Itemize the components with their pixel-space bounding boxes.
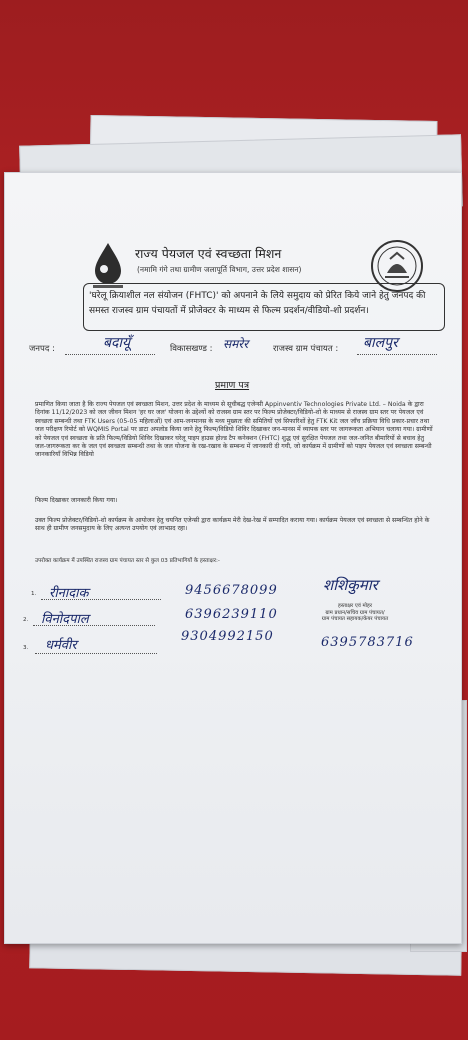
subject-banner-text (89, 289, 439, 319)
attendee-number: 2. (23, 617, 29, 623)
attendee-name: विनोदपाल (41, 612, 89, 627)
village-value: बालपुर (363, 335, 398, 351)
certificate-document (4, 172, 462, 944)
attendees-intro: उपरोक्त कार्यक्रम में उपस्थित राजस्व ग्राम पंचायत स्तर से कुल 03 प्रतिभागियों के हस्ताक्षर:- (35, 558, 220, 564)
attendee-number: 3. (23, 645, 29, 651)
certificate-paragraph-1: प्रमाणित किया जाता है कि राज्य पेयजल एवं स्वच्छता मिशन, उत्तर प्रदेश के माध्यम से सूचीबद्ध एजेन्सी Appinventiv Technologies Private Ltd. – Noida के द्वारा दिनांक 11/12/2023 को जल जीवन मिशन 'हर घर जल' योजना के उद्देश्यों को राजस्व ग्राम स्तर पर फिल्म प्रोजेक्टर/विडियो-शो के माध्यम से राजस्व ग्राम स्तर पर पेयजल एवं स्वच्छता सम्बन्धी तथा FTK Users (05-05 महिलाओं) एवं आम-जनमानस के मध्य मुख्यतः की समितियों एवं सिफारिशों हेतु FTK Kit जल जाँच प्रक्रिया विधि प्रकार-प्रचार तथा जल परीक्षण रिपोर्ट को WQMIS Portal पर डाटा अपलोड किया जाने हेतु फिल्म/विडियो शिविर दिखाकर जन-मानस में व्यापक स्तर पर जागरूकता अभियान चलाया गया। ग्रामीणों को पेयजल एवं स्वच्छता के प्रति फिल्म/विडियो शिविर दिखाकर घरेलू पाइप हाउस होल्ड टैप कनेक्शन (FHTC) शुद्ध एवं सुरक्षित पेयजल तथा जल-जनित बीमारियों से बचाव हेतु जल-जागरूकता कर के जल एवं स्वच्छता सम्बन्धी तथा के जल योजना के रख-रखाव के सम्बन्ध में जानकारी दी गयी, जो कार्यक्रम में ग्रामीणों को पाइप पेयजल एवं स्वच्छता सम्बन्धी जानकारियाँ विभिन्न विडियो (35, 401, 433, 459)
attendee-name: धर्मवीर (45, 638, 77, 653)
block-label: विकासखण्ड : (170, 344, 213, 354)
district-label: जनपद : (29, 344, 55, 354)
org-title: राज्य पेयजल एवं स्वच्छता मिशन (135, 246, 282, 261)
pradhan-caption-line-3: ग्राम पंचायत सहायक/केयर पंचायत (321, 616, 389, 622)
pradhan-signature: शशिकुमार (323, 576, 378, 594)
village-line (357, 354, 437, 355)
attendee-name: रीनादाक (49, 586, 89, 601)
pradhan-phone: 6395783716 (321, 635, 414, 650)
attendee-phone: 9456678099 (185, 583, 278, 598)
certificate-paragraph-2: उक्त फिल्म प्रोजेक्टर/विडियो-शो कार्यक्रम के आयोजन हेतु चयनित एजेन्सी द्वारा कार्यक्रम मेरी देख-रेख में सम्पादित कराया गया। कार्यक्रम पेयजल एवं स्वच्छता से सम्बन्धित होने के साथ ही ग्रामीण जनसमुदाय के लिए अत्यन्त उपयोग एवं लाभप्रद रहा। (35, 517, 430, 533)
attendee-line (35, 653, 157, 654)
pradhan-caption-line-2: ग्राम प्रधान/सचिव ग्राम पंचायत/ (325, 609, 385, 616)
certificate-title: प्रमाण पत्र (215, 380, 250, 391)
attendee-line (41, 599, 161, 600)
village-label: राजस्व ग्राम पंचायत : (273, 344, 339, 354)
district-line (65, 354, 155, 355)
block-value: समरेर (223, 337, 249, 351)
attendee-line (33, 625, 155, 626)
district-value: बदायूँ (103, 335, 131, 351)
banner-line-1: 'घरेलू क्रियाशील नल संयोजन (FHTC)' को अपनाने के लिये समुदाय को प्रेरित किये जाने हेतु जनपद की (89, 291, 426, 301)
attendee-phone: 9304992150 (181, 629, 274, 644)
pradhan-caption (305, 603, 405, 623)
banner-line-2: समस्त राजस्व ग्राम पंचायतों में प्रोजेक्टर के माध्यम से फिल्म प्रदर्शन/वीडियो-शो प्रदर्शन। (89, 306, 369, 316)
org-subtitle: (नमामि गंगे तथा ग्रामीण जलापूर्ति विभाग, उत्तर प्रदेश शासन) (137, 265, 302, 274)
certificate-paragraph-1-end: फिल्म दिखाकर जानकारी किया गया। (35, 497, 118, 504)
pradhan-caption-line-1: हस्ताक्षर एवं मोहर (338, 603, 372, 609)
attendee-phone: 6396239110 (185, 607, 278, 622)
attendee-number: 1. (31, 591, 37, 597)
